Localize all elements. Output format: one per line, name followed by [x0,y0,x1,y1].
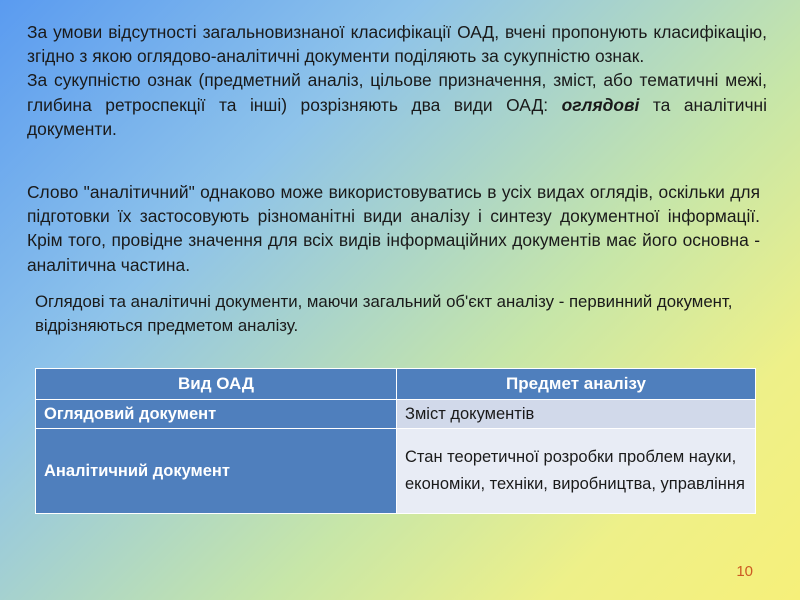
paragraph-classification-intro: За умови відсутності загальновизнаної класифікації ОАД, вчені пропонують класифікацію, згідно з якою оглядово-аналітичні документи поділяють за сукупністю ознак. [27,22,767,67]
table-header-row [36,369,756,400]
table-row [36,400,756,429]
header-oad-type: Вид ОАД [36,369,397,400]
header-analysis-subject: Предмет аналізу [397,369,756,400]
row-subject-review: Зміст документів [397,400,756,429]
row-subject-analytical: Стан теоретичної розробки проблем науки, економіки, техніки, виробництва, управління [397,429,756,514]
paragraph-analytical-word: Слово "аналітичний" однаково може використовуватись в усіх видах оглядів, оскільки для підготовки їх застосовують різноманітні види аналізу і синтезу документної інформації. Крім того, провідне значення для всіх видів інформаційних документів має його основна - аналітична частина. [27,182,760,275]
paragraph-difference: Оглядові та аналітичні документи, маючи загальний об'єкт аналізу - первинний документ, відрізняються предметом аналізу. [35,292,733,335]
paragraph-types-text: За сукупністю ознак (предметний аналіз, цільове призначення, зміст, або тематичні межі, глибина ретроспекції та інші) розрізняють два види ОАД: [27,70,767,115]
emphasis-review: оглядові [561,94,640,115]
paragraph-types-end: та аналітичні документи. [27,94,767,139]
page-number: 10 [736,563,753,580]
paragraph-classification [27,20,767,141]
row-type-analytical: Аналітичний документ [36,429,397,514]
oad-types-table [35,368,756,514]
table-row [36,429,756,514]
row-type-review: Оглядовий документ [36,400,397,429]
